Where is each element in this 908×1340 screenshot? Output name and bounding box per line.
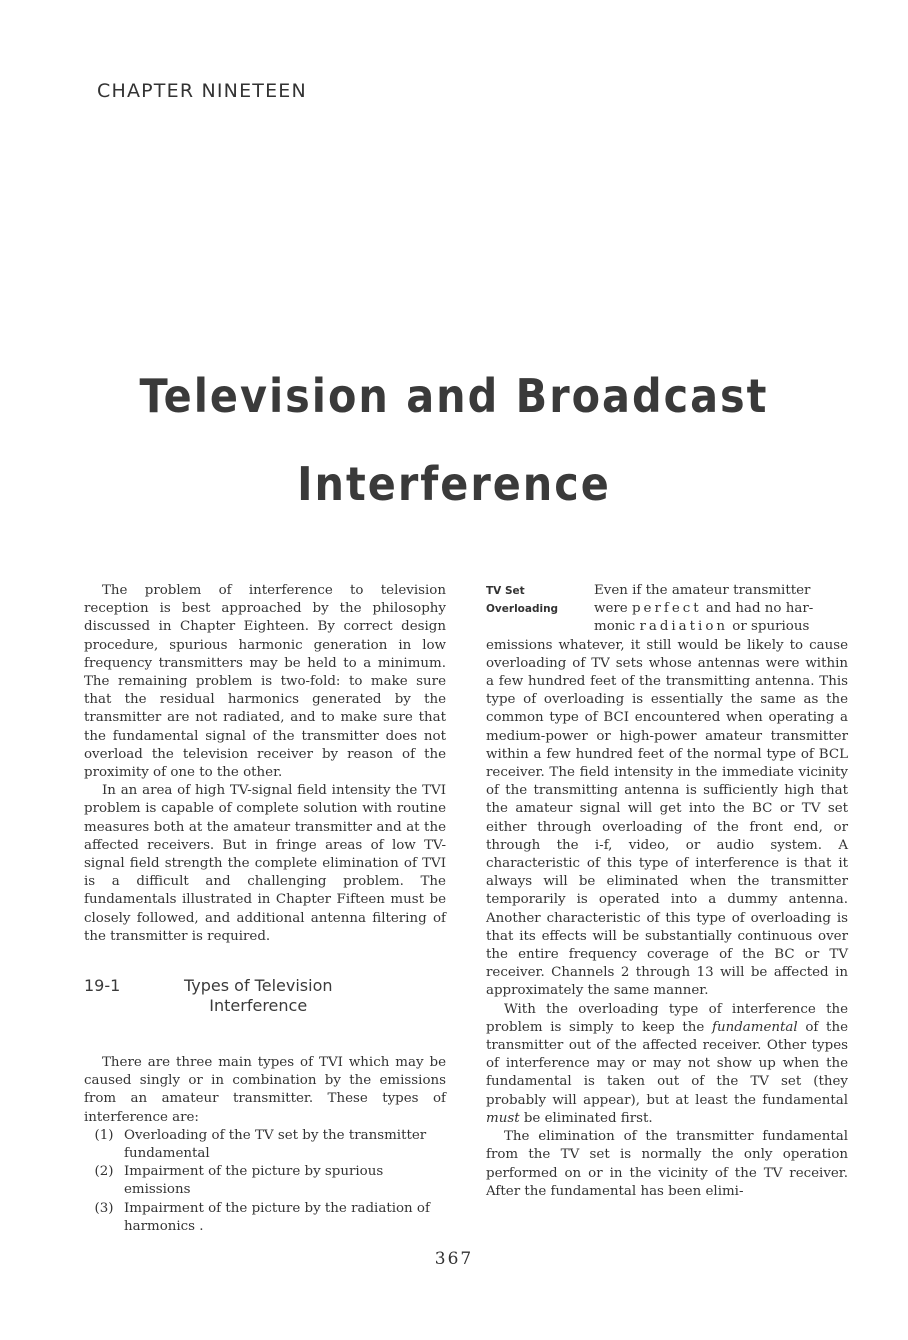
- section-number: 19-1: [84, 976, 121, 996]
- side-text-word: monic: [594, 619, 636, 635]
- section-title-line-2: Interference: [209, 996, 308, 1016]
- chapter-label: CHAPTER NINETEEN: [97, 80, 307, 102]
- side-text-spaced-word: perfect: [631, 601, 702, 617]
- emphasis-fundamental: fundamental: [712, 1019, 798, 1035]
- side-heading: [486, 582, 594, 637]
- page-number: 367: [434, 1249, 474, 1269]
- chapter-title-line-1: Television and Broadcast: [139, 369, 769, 423]
- side-heading-line-1: TV Set: [486, 585, 525, 597]
- side-text-line-2: [594, 600, 848, 618]
- side-text-line-1: Even if the amateur transmitter: [594, 583, 811, 598]
- side-heading-block: [486, 582, 848, 637]
- list-item: [84, 1163, 446, 1199]
- list-item-text: Impairment of the picture by the radiation of harmonics .: [124, 1200, 430, 1234]
- list-item-text: Impairment of the picture by spurious emissions: [124, 1164, 384, 1198]
- interference-types-list: [84, 1127, 446, 1236]
- elimination-paragraph: The elimination of the transmitter fundamental from the TV set is normally the only operation performed on or in the vicinity of the TV receiver. After the fundamental has been elimi-: [486, 1129, 848, 1199]
- section-heading: [84, 976, 446, 1016]
- intro-paragraph: The problem of interference to television reception is best approached by the philosophy discussed in Chapter Eighteen. By correct design procedure, spurious harmonic generation in low frequency transmitters may be held to a minimum. The remaining problem is two-fold: to make sure that the residual harmonics generated by the transmitter are not radiated, and to make sure that the fundamental signal of the transmitter does not overload the television receiver by reason of the proximity of one to the other.: [84, 583, 446, 781]
- section-title: [184, 976, 333, 1016]
- side-text-spaced-word: radiation: [639, 619, 729, 635]
- list-item-text: Overloading of the TV set by the transmitter fundamental: [124, 1127, 427, 1162]
- side-heading-line-2: Overloading: [486, 603, 559, 615]
- tvi-field-paragraph: In an area of high TV-signal field intensity the TVI problem is capable of complete solution with routine measures both at the amateur transmitter and at the affected receivers. But in fringe areas of low TV-signal field strength the complete elimination of TVI is a difficult and challenging problem. The fundamentals illustrated in Chapter Fifteen must be closely followed, and additional antenna filtering of the transmitter is required.: [84, 783, 446, 944]
- emphasis-must: must: [486, 1110, 520, 1126]
- fundamental-paragraph: [486, 1001, 848, 1128]
- side-text-word: or spurious: [732, 619, 810, 635]
- list-item-number: (3): [94, 1200, 114, 1216]
- overloading-paragraph: emissions whatever, it still would be likely to cause overloading of TV sets whose antennas were within a few hundred feet of the transmitting antenna. This type of overloading is essentially the same as the common type of BCI encountered when operating a medium-power or high-power amateur transmitter within a few hundred feet of the normal type of BCL receiver. The field intensity in the immediate vicinity of the transmitting antenna is sufficiently high that the amateur signal will get into the BC or TV set either through overloading of the front end, or through the i-f, video, or audio system. A characteristic of this type of interference is that it always will be eliminated when the transmitter temporarily is operated into a dummy antenna. Another characteristic of this type of overloading is that its effects will be substantially continuous over the entire frequency coverage of the BC or TV receiver. Channels 2 through 13 will be affected in approximately the same manner.: [486, 637, 848, 999]
- list-item-number: (2): [94, 1164, 114, 1180]
- list-item: [84, 1200, 446, 1236]
- right-column: [486, 582, 848, 1201]
- paragraph-text: With the overloading type of interference the problem is simply to keep the: [486, 1001, 848, 1035]
- side-text: [594, 582, 848, 637]
- list-item-number: (1): [94, 1127, 114, 1143]
- chapter-title: [0, 352, 908, 528]
- side-text-line-3: [594, 618, 848, 636]
- chapter-title-line-2: Interference: [297, 457, 611, 511]
- paragraph-text: be eliminated first.: [519, 1110, 653, 1126]
- left-column: [84, 582, 446, 1236]
- side-text-word: were: [594, 601, 628, 617]
- types-intro-paragraph: There are three main types of TVI which may be caused singly or in combination by the emissions from an amateur transmitter. These types of interference are:: [84, 1055, 446, 1125]
- list-item: [84, 1127, 446, 1163]
- side-text-word: and had no har-: [705, 601, 814, 617]
- paragraph-text: of the transmitter out of the affected receiver. Other types of interference may or may not show up when the fundamental is taken out of the TV set (they probably will appear), but at least the fundamental: [486, 1019, 848, 1108]
- section-title-line-1: Types of Television: [184, 976, 333, 996]
